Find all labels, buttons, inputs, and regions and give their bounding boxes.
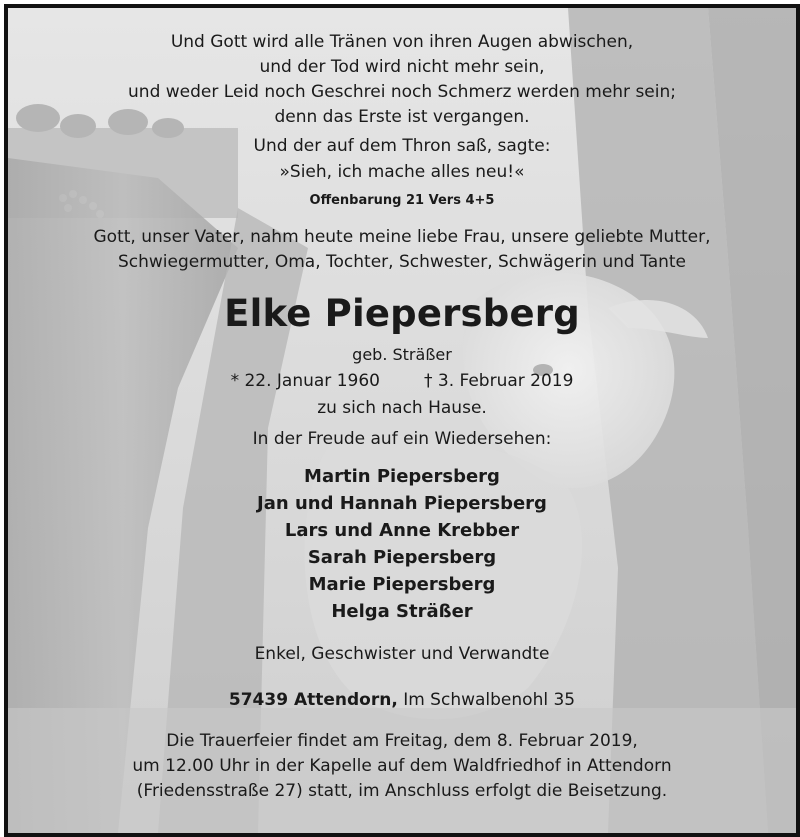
birth-date: * 22. Januar 1960 [230, 371, 380, 391]
mourner-name: Jan und Hannah Piepersberg [257, 493, 547, 514]
verse-line: Und der auf dem Thron saß, sagte: [253, 136, 551, 156]
address-street: Im Schwalbenohl 35 [403, 690, 576, 710]
notice-text [8, 8, 796, 833]
funeral-info-line: um 12.00 Uhr in der Kapelle auf dem Waldfriedhof in Attendorn [132, 756, 672, 776]
mourner-name: Lars und Anne Krebber [284, 520, 520, 541]
intro-line: Gott, unser Vater, nahm heute meine liebe Frau, unsere geliebte Mutter, [93, 227, 711, 247]
obituary-notice [4, 4, 800, 837]
life-dates [8, 371, 796, 391]
intro-line: Schwiegermutter, Oma, Tochter, Schwester, Schwägerin und Tante [117, 252, 687, 272]
verse-line: und weder Leid noch Geschrei noch Schmerz werden mehr sein; [128, 82, 676, 102]
closing-phrase: zu sich nach Hause. [317, 398, 487, 418]
verse-line: und der Tod wird nicht mehr sein, [259, 57, 545, 77]
verse-line: denn das Erste ist vergangen. [274, 107, 530, 127]
verse-line: Und Gott wird alle Tränen von ihren Augen abwischen, [170, 32, 634, 52]
relatives-line: Enkel, Geschwister und Verwandte [254, 644, 550, 664]
funeral-info-line: Die Trauerfeier findet am Freitag, dem 8. Februar 2019, [166, 731, 638, 751]
address-city: 57439 Attendorn, [228, 690, 398, 710]
address-line [8, 690, 796, 710]
mourner-name: Marie Piepersberg [308, 574, 496, 595]
mourners-intro: In der Freude auf ein Wiedersehen: [252, 429, 552, 449]
birth-name: geb. Sträßer [352, 345, 452, 364]
death-date: † 3. Februar 2019 [423, 371, 574, 391]
verse-reference: Offenbarung 21 Vers 4+5 [309, 193, 495, 208]
mourner-name: Martin Piepersberg [304, 466, 500, 487]
verse-line: »Sieh, ich mache alles neu!« [279, 162, 525, 182]
deceased-name: Elke Piepersberg [224, 292, 580, 335]
funeral-info-line: (Friedensstraße 27) statt, im Anschluss erfolgt die Beisetzung. [136, 781, 668, 801]
mourner-name: Helga Sträßer [331, 601, 473, 622]
mourner-name: Sarah Piepersberg [307, 547, 497, 568]
